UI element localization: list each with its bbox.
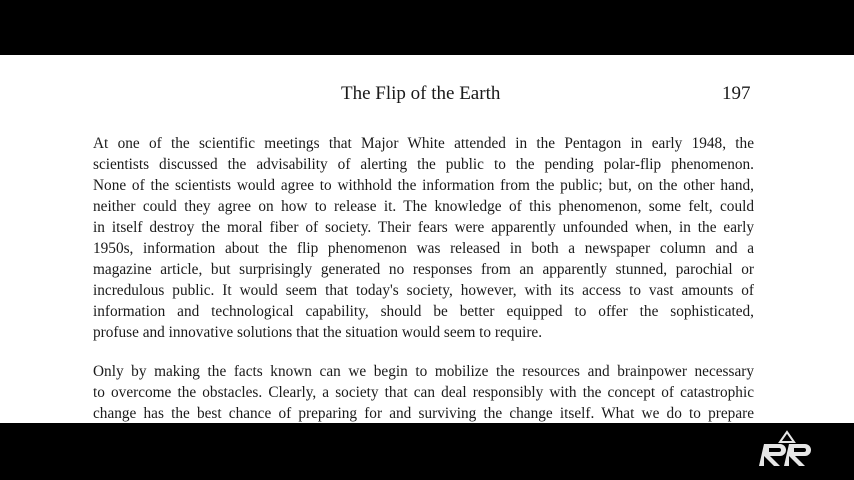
text-line: change has the best chance of preparing for and surviving the change itself. What we do to prepare <box>93 405 754 422</box>
text-line: information and technological capability, should be better equipped to offer the sophisticated, <box>93 303 754 320</box>
paragraph-1 <box>93 133 754 343</box>
text-line: 1950s, information about the flip phenomenon was released in both a newspaper column and a <box>93 240 754 257</box>
running-head <box>0 82 854 108</box>
text-line: to overcome the obstacles. Clearly, a society that can deal responsibly with the concept of catastrophic <box>93 384 754 401</box>
paragraph-2 <box>93 361 754 423</box>
text-line: At one of the scientific meetings that Major White attended in the Pentagon in early 1948, the <box>93 135 754 152</box>
running-title: The Flip of the Earth <box>341 83 501 104</box>
page-number: 197 <box>722 83 751 104</box>
text-line: neither could they agree on how to release it. The knowledge of this phenomenon, some felt, could <box>93 198 754 215</box>
letterbox-bottom <box>0 423 854 480</box>
text-line: None of the scientists would agree to withhold the information from the public; but, on the other hand, <box>93 177 754 194</box>
text-line: in itself destroy the moral fiber of society. Their fears were apparently unfounded when, in the early <box>93 219 754 236</box>
channel-logo-icon <box>756 430 818 470</box>
rr-logo-icon <box>756 430 818 470</box>
text-line: incredulous public. It would seem that today's society, however, with its access to vast amounts of <box>93 282 754 299</box>
text-line: Only by making the facts known can we begin to mobilize the resources and brainpower necessary <box>93 363 754 380</box>
text-line: profuse and innovative solutions that the situation would seem to require. <box>93 324 543 341</box>
text-line: magazine article, but surprisingly generated no responses from an apparently stunned, parochial or <box>93 261 754 278</box>
book-page <box>0 55 854 423</box>
text-line: scientists discussed the advisability of alerting the public to the pending polar-flip phenomenon. <box>93 156 754 173</box>
letterbox-top <box>0 0 854 55</box>
